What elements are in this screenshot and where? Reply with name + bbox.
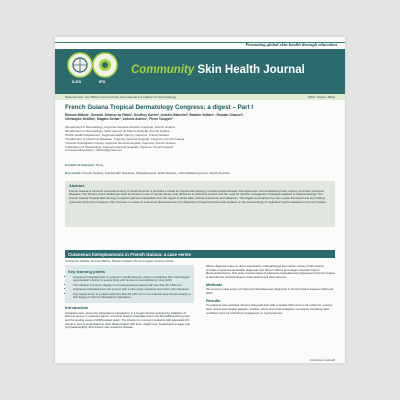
affiliation-line: ¹Department of Dermatology, Cayenne General Hospital, Cayenne, French Guiana <box>65 126 175 129</box>
affiliation-line: ⁶Laboratory of Parasitology, Cayenne General Hospital, Cayenne, French Guiana <box>65 145 174 149</box>
author-line: Romain Blaizot¹, Gerardo Jimenez de Pablo², Geoffroy Kuehn², Antoine Blanchet³, Bastien Veillard⁴, Romain Chauvel⁵, <box>65 113 245 117</box>
right-column <box>206 265 335 317</box>
journal-masthead <box>55 49 345 94</box>
introduction-text: Histoplasmosis, caused by Histoplasma capsulatum, is a fungal infection acquired by inhalation of airborne spores in endemic regions. In French Guiana, histoplasmosis is the first AIDS-defining event and the leading cause of AIDS-related death. The infection is common in patients with advanced HIV infection, and its presentation is often disseminated, with fever, weight loss, hepatosplenomegaly and lymphadenopathy. Skin lesions may reveal the disease. <box>65 310 191 330</box>
continued-note: (Continued overleaf) <box>309 358 335 362</box>
keywords-value: French Guiana, tropical skin diseases, histoplasmosis, leishmaniasis, chromoblastomycosis, South America <box>81 171 230 175</box>
left-column <box>65 265 194 332</box>
key-learning-box <box>65 265 194 303</box>
results-text: Ten patients were included. All were living with HIV, with a median CD4 count of 12 cells/mm³. Lesions were varied and included papules, nodules, ulcers and crusted plaques, sometimes mimicking other conditions such as molluscum contagiosum or cryptococcosis. <box>206 303 333 315</box>
results-heading: Results <box>206 297 221 303</box>
affiliation-line: ⁵Clinical Investigation Centre, Cayenne General Hospital, Cayenne, French Guiana <box>65 141 176 145</box>
methods-heading: Methods <box>206 281 223 287</box>
learning-point: • Cutaneous histoplasmosis is endemic in South America, where it constitutes the most frequent opportunistic infection in people living with human immunodeficiency virus (HIV). <box>73 276 191 283</box>
journal-page <box>55 37 345 363</box>
conflict-label: Conflict of interests: <box>65 163 96 167</box>
section-title-bar <box>65 250 335 258</box>
affiliation-line: ³Public Health Department, Regional Health Agency, Cayenne, French Guiana <box>65 133 169 137</box>
learning-heading: Key learning points <box>68 269 106 274</box>
journal-subheader <box>55 94 345 100</box>
methods-text: We present a case series of cutaneous histoplasmosis diagnosed in French Guiana between 2012 and 2022. <box>206 287 334 296</box>
journal-tagline: Promoting global skin health through education <box>245 42 337 47</box>
journal-title-rest: Skin Health Journal <box>194 64 305 76</box>
keywords <box>65 171 335 175</box>
ilds-logo-icon <box>67 52 93 78</box>
corresponding-email[interactable]: Corresponding author: rblaizot@gmail.com <box>65 149 123 153</box>
learning-point: • Any papule lesion in a patient with less than 50 CD4 mm³ in an endemic area should undergo a skin biopsy to look for Histoplasma capsulatum. <box>73 293 191 300</box>
right-column-text: Where diagnosis relies on direct examination, histopathology and culture, biopsy of skin lesions provides a rapid and accessible diagnostic tool. Blood cultures and antigen detection help in disseminated forms. This study reviews cases of cutaneous histoplasmosis diagnosed in French Guiana to describe the clinical features of skin lesions and their outcome. <box>206 264 335 280</box>
journal-volume: 2024: Volume 20(4) <box>307 95 335 99</box>
learning-point: • Cutaneous histoplasmosis can present with a wide range of lesions and mimic other diseases. <box>73 288 191 292</box>
journal-title-community: Community <box>131 64 195 76</box>
conflict-of-interests <box>65 163 335 167</box>
ifd-logo-text: IFD <box>99 79 106 84</box>
ilds-logo-text: ILDS <box>72 79 82 84</box>
author-list <box>65 113 335 121</box>
section-title: Cutaneous histoplasmosis in French Guiana: a case series <box>68 251 191 257</box>
keywords-label: Key words: <box>65 171 82 175</box>
case-authors: Christophe Deltilde, Romain Blaizot, Bastien Veillard, Pierre Couppié, Antoine Adenis <box>65 259 174 263</box>
introduction-heading: Introduction <box>65 305 89 311</box>
abstract-box <box>65 181 335 227</box>
affiliation-list <box>65 126 335 153</box>
learning-point: • The infection is found in deeply immunosuppressed patients with less than 50 CD4/mm³. <box>73 284 191 288</box>
article-title: French Guiana Tropical Dermatology Congress: a digest – Part I <box>65 104 254 111</box>
conflict-value: None. <box>95 163 105 167</box>
affiliation-line: ²Department of Dermatology, Saint Laurent du Maroni Hospital, French Guiana <box>65 129 170 133</box>
author-line: Christophe Deltilde¹, Magalie Demar⁶, Antoine Adenis⁶, Pierre Couppié¹ <box>65 117 173 122</box>
journal-title <box>131 64 305 76</box>
abstract-heading: Abstract <box>69 184 85 188</box>
journal-source-note: Selected from the Official Journal of the International Foundation for Dermatology <box>65 95 177 99</box>
affiliation-line: ⁴Department of Infectious Diseases, Cayenne General Hospital, Cayenne, French Guiana <box>65 137 185 141</box>
abstract-text: French Guiana is a French overseas territory in South America. It provides a model for tropical dermatology, including leishmaniasis, histoplasmosis, chromoblastomycosis, leprosy and other infectious diseases. The territory faces challenges such as access to care in remote areas, long distances to reference centres and the need for specific management strategies adapted to tropical settings. The French Guiana Tropical Dermatology Congress gathered specialists from the region to share data, clinical experience and advances. This digest summarises the main topics discussed and key findings presented during the congress. Part I focuses on cases of cutaneous histoplasmosis, the diagnosis of fungal infections and updates on the epidemiology of neglected tropical diseases in French Guiana. <box>69 188 327 204</box>
ifd-logo-icon <box>92 52 118 78</box>
